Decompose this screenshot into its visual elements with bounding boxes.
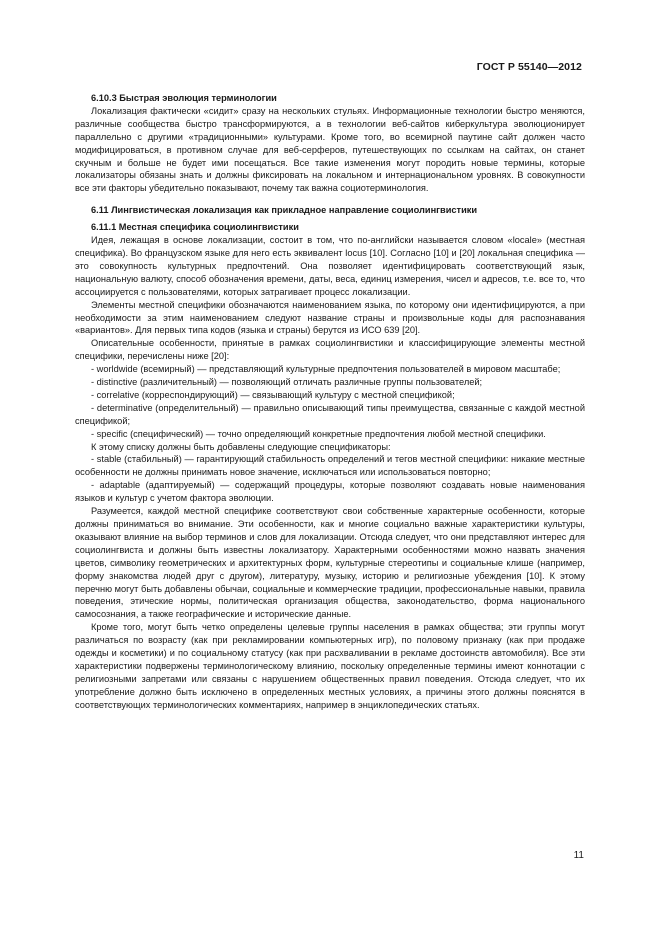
paragraph: Разумеется, каждой местной специфике соответствуют свои собственные характерные особенности, которые должны приниматься во внимание. Эти особенности, как и многие социально важные характеристики культуры, оказывают влияние на выбор терминов и слов для локализации. Отсюда следует, что они представляют интерес для социолингвиста и должны быть известны локализатору. Характерными особенностями можно назвать значения цветов, символику геометрических и архитектурных форм, культурные стереотипы и социальные клише (например, форму знакомства людей друг с другом), литературу, музыку, историю и религиозные убеждения [10]. К этому перечню могут быть добавлены обычаи, социальные и коммерческие традиции, профессиональные навыки, правила поведения, этические нормы, политическая организация общества, законодательство, форма национального самосознания, а также географические и исторические данные. — [75, 506, 585, 620]
list-item: - determinative (определительный) — правильно описывающий типы преимущества, связанные с каждой местной спецификой; — [75, 402, 585, 426]
paragraph: Элементы местной специфики обозначаются наименованием языка, по которому они идентифицируются, а при необходимости за этим наименованием следуют название страны и произвольные коды для распознавания «вариантов». Для первых типа кодов (языка и страны) берутся из ИСО 639 [20]. — [75, 299, 585, 336]
paragraph: Идея, лежащая в основе локализации, состоит в том, что по-английски называется словом «locale» (местная специфика). Во французском языке для него есть эквивалент locus [10]. Согласно [10] и [20] локальная специфика — это совокупность культурных предпочтений. Она позволяет идентифицировать соответствующий язык, национальную валюту, способ обозначения времени, даты, веса, единиц измерения, чисел и адресов, т.е. все то, что ассоциируется с пользователями, которых затрагивает процесс локализации. — [75, 235, 585, 297]
list-intro: К этому списку должны быть добавлены следующие спецификаторы: — [91, 441, 391, 452]
paragraph: Кроме того, могут быть четко определены целевые группы населения в рамках общества; эти группы могут различаться по возрасту (как при рекламировании компьютерных игр), по половому признаку (как при продаже одежды и косметики) и по социальному статусу (как при расхваливании в рекламе достоинств автомобиля). Все эти характеристики подвержены терминологическому влиянию, поскольку определенные термины имеют коннотации с религиозными запретами или связаны с нарушением общественных правил поведения. Отсюда следует, что их употребление должно быть исключено в определенных местных условиях, а причины этого должны пояснятся в соответствующих терминологических комментариях, например в энциклопедических статьях. — [75, 622, 585, 710]
list-item: - worldwide (всемирный) — представляющий культурные предпочтения пользователей в мировом масштабе; — [91, 364, 561, 375]
section-heading-6-10-3: 6.10.3 Быстрая эволюция терминологии — [91, 93, 277, 103]
paragraph: Локализация фактически «сидит» сразу на нескольких стульях. Информационные технологии быстро меняются, различные сообщества быстро трансформируются, а в технологии веб-сайтов киберкультура эволюционирует параллельно с другими «традиционными» культурами. Кроме того, во всемирной паутине сайт должен часто модифицироваться, в противном случае для веб-серферов, путешествующих по ссылкам на сайтах, он станет скучным и больше не будет ими посещаться. Все такие изменения могут породить новые термины, которые локализаторы обязаны знать и должны фиксировать на локальном и интернациональном уровнях. В совокупности все эти факторы убедительно показывают, почему так важна социотерминология. — [75, 105, 585, 194]
section-heading-6-11: 6.11 Лингвистическая локализация как прикладное направление социолингвистики — [91, 205, 478, 216]
document-id: ГОСТ Р 55140—2012 — [476, 61, 582, 73]
list-item: - adaptable (адаптируемый) — содержащий процедуры, которые позволяют создавать новые наименования языков и культур с учетом фактора эволюции. — [75, 480, 585, 504]
page-number: 11 — [573, 850, 584, 861]
list-item: - stable (стабильный) — гарантирующий стабильность определений и тегов местной специфики: никакие местные особенности не должны принимать новое значение, исключаться или использоваться повторно; — [75, 454, 585, 478]
list-item: - correlative (корреспондирующий) — связывающий культуру с местной спецификой; — [91, 389, 455, 400]
paragraph: Описательные особенности, принятые в рамках социолингвистики и классифицирующие элементы местной специфики, перечислены ниже [20]: — [75, 338, 585, 362]
list-item: - distinctive (различительный) — позволяющий отличать различные группы пользователей; — [91, 377, 483, 388]
page-content — [75, 92, 585, 712]
section-heading-6-11-1: 6.11.1 Местная специфика социолингвистики — [91, 222, 299, 233]
list-item: - specific (специфический) — точно определяющий конкретные предпочтения любой местной специфики. — [91, 428, 546, 439]
